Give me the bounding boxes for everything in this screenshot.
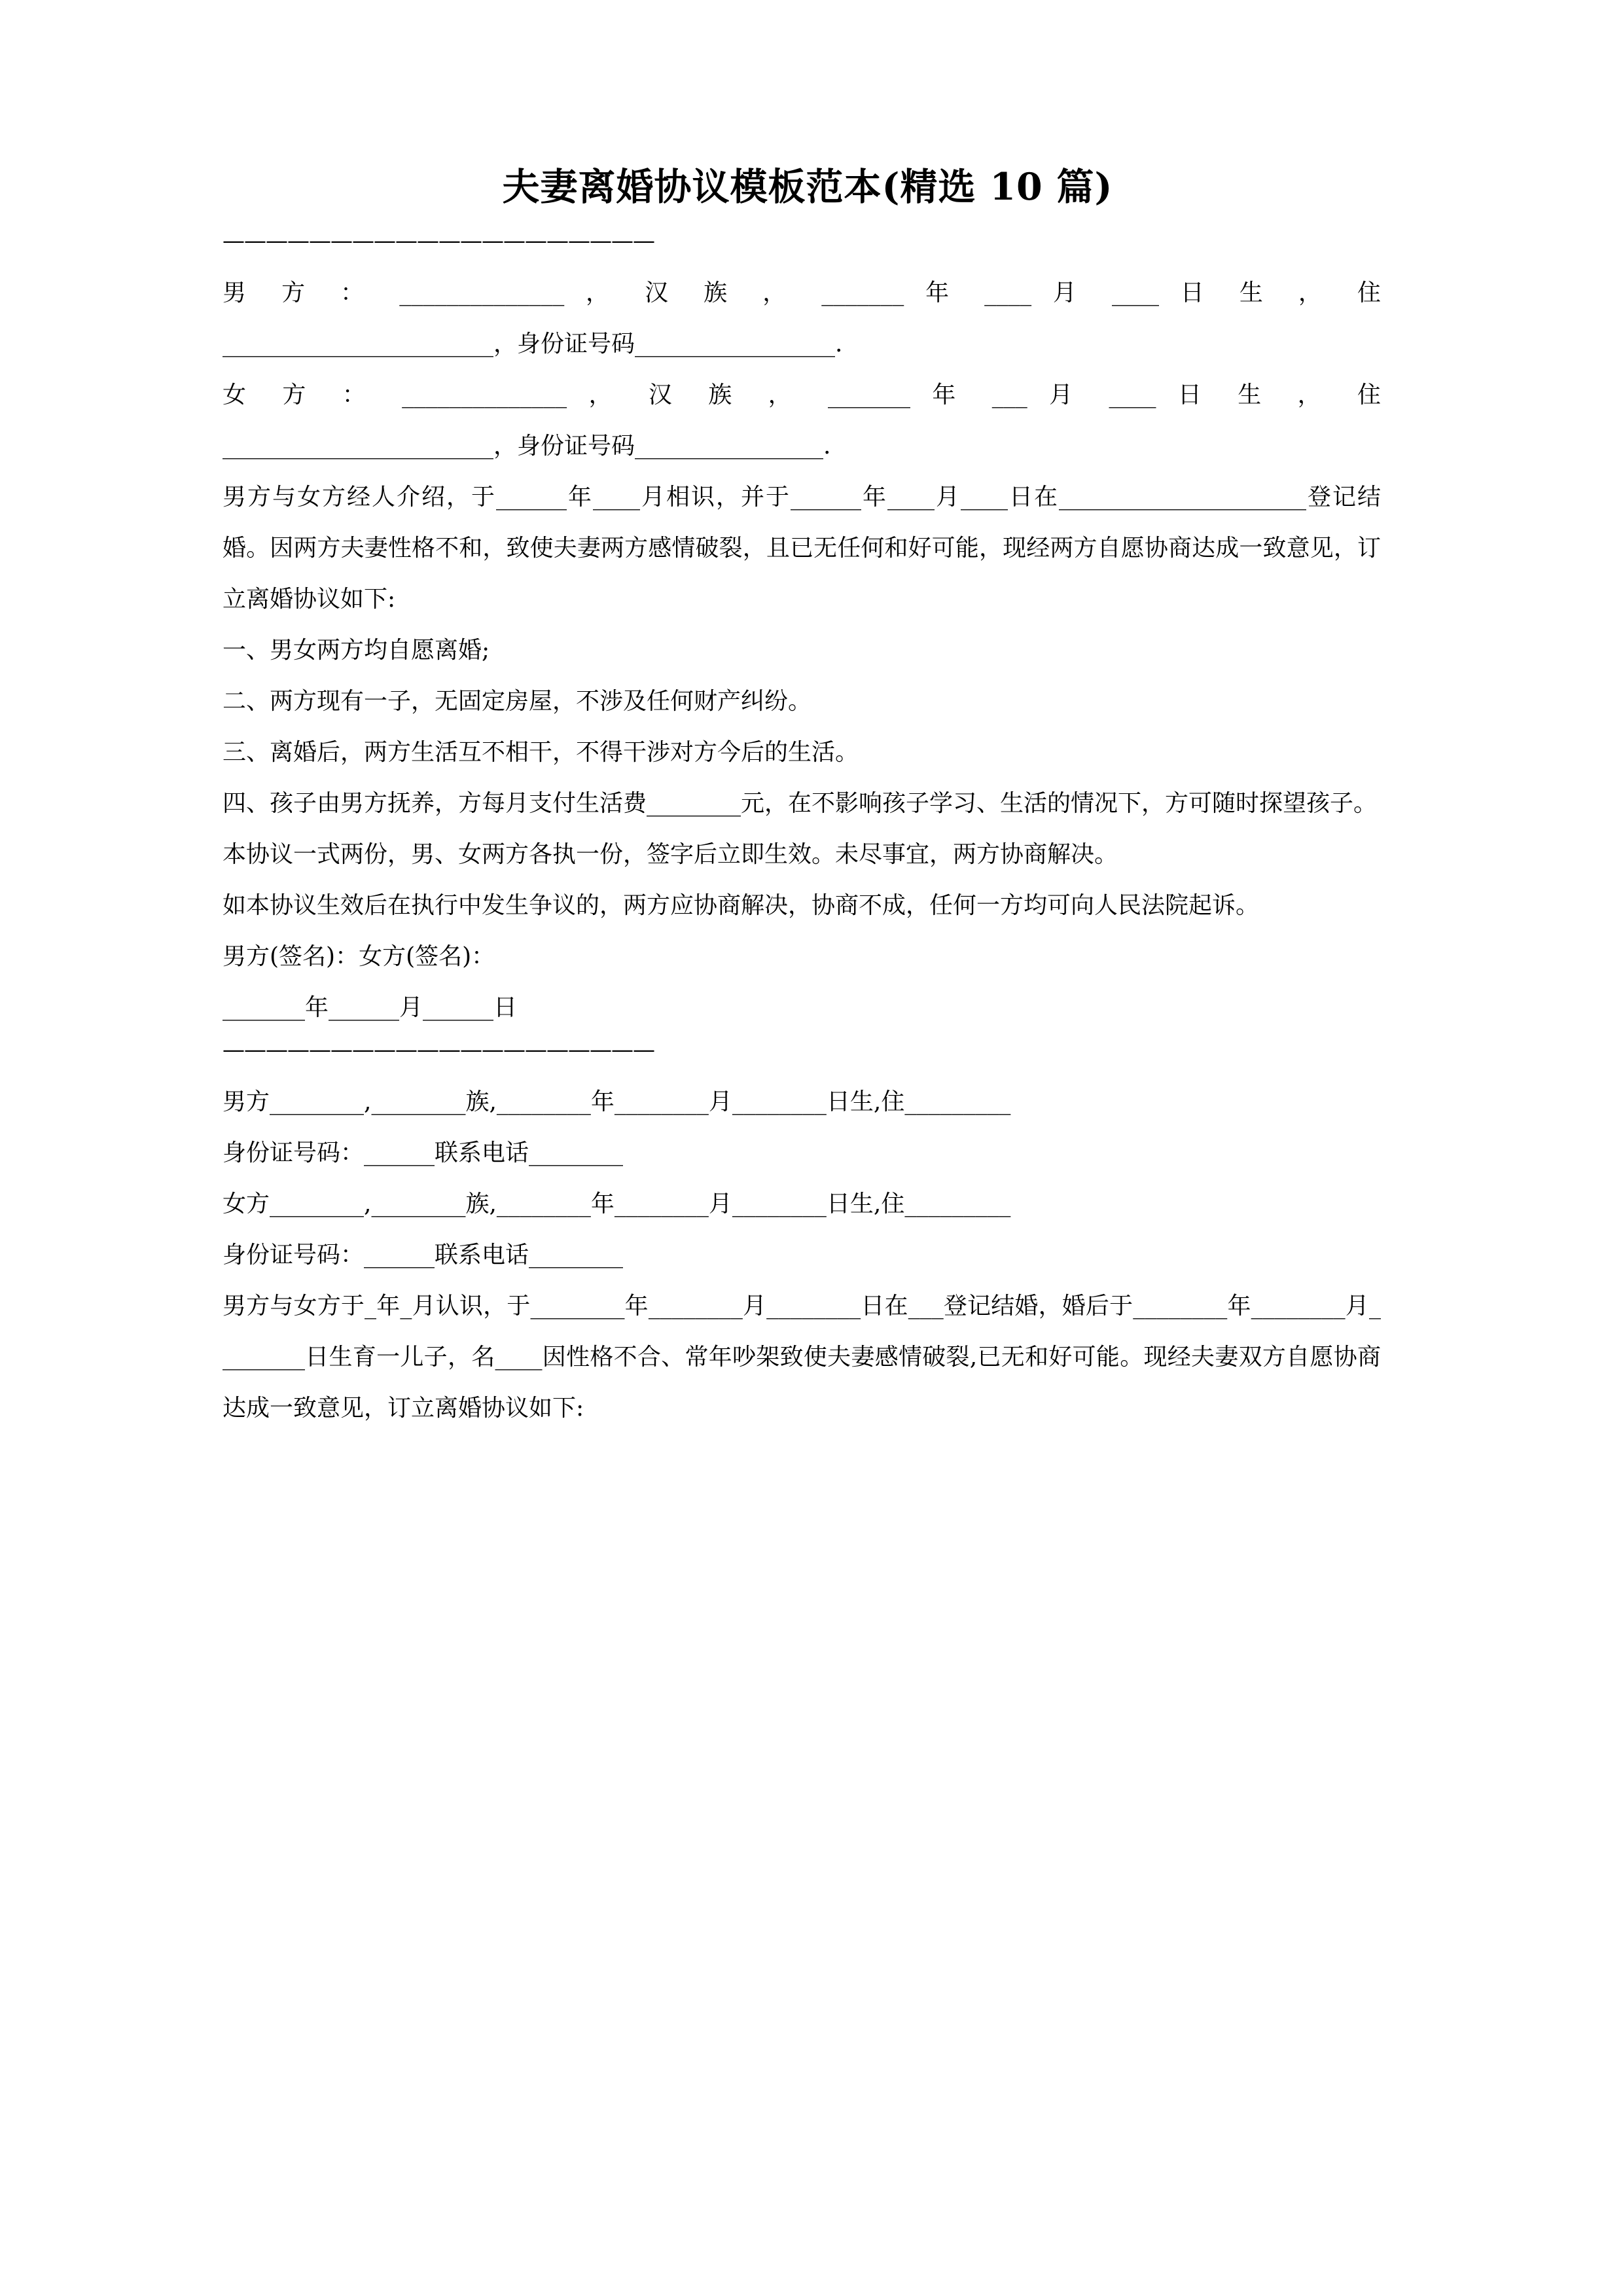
- clause-two: 二、两方现有一子，无固定房屋，不涉及任何财产纠纷。: [223, 688, 812, 715]
- male-id-phone-line: 身份证号码：______联系电话________: [223, 1139, 624, 1167]
- male-party-line-2: _______________________，身份证号码_________________.: [223, 331, 843, 358]
- female-party-line-2: _______________________，身份证号码________________.: [223, 433, 831, 460]
- signature-date-line: _______年______月______日: [223, 994, 517, 1022]
- female-party-line-1: 女 方 ： ______________ ， 汉 族 ， _______ 年 ___ 月 ____ 日 生 ， 住: [223, 382, 1381, 409]
- separator-rule-bottom: ————————————————————: [223, 1037, 654, 1064]
- female-id-phone-line: 身份证号码：______联系电话________: [223, 1242, 624, 1269]
- clause-four: 四、孩子由男方抚养，方每月支付生活费________元，在不影响孩子学习、生活的情况下，方可随时探望孩子。: [223, 790, 1378, 817]
- signature-line: 男方(签名)：女方(签名)：: [223, 943, 495, 971]
- clause-three: 三、离婚后，两方生活互不相干，不得干涉对方今后的生活。: [223, 739, 859, 766]
- female-info-line: 女方________,________族,________年________月________日生,住_________: [223, 1191, 1011, 1218]
- page-title: 夫妻离婚协议模板范本(精选 10 篇): [502, 165, 1113, 209]
- marriage-intro-paragraph: 男方与女方经人介绍，于______年____月相识，并于______年____月____日在_____________________登记结婚。因两方夫妻性格不和，致使夫妻两方感情破裂，且已无任何和好可能，现经两方自愿协商达成一致意见，订立离婚协议如下:: [223, 484, 1381, 613]
- male-info-line: 男方________,________族,________年________月________日生,住_________: [223, 1088, 1011, 1116]
- male-party-line-1: 男 方 ： ______________ ， 汉 族 ， _______ 年 ____ 月 ____ 日 生 ， 住: [223, 279, 1381, 307]
- document-content: [223, 164, 1381, 1434]
- separator-rule-top: ————————————————————: [223, 228, 654, 255]
- marriage-history-paragraph: 男方与女方于_年_月认识，于________年________月________日在___登记结婚，婚后于________年________月________日生育一儿子，名____因性格不合、常年吵架致使夫妻感情破裂,已无和好可能。现经夫妻双方自愿协商达成一致意见，订立离婚协议如下:: [223, 1293, 1381, 1422]
- clause-one: 一、男女两方均自愿离婚;: [223, 637, 490, 664]
- copies-paragraph: 本协议一式两份，男、女两方各执一份，签字后立即生效。未尽事宜，两方协商解决。: [223, 841, 1118, 869]
- dispute-paragraph: 如本协议生效后在执行中发生争议的，两方应协商解决，协商不成，任何一方均可向人民法院起诉。: [223, 892, 1260, 920]
